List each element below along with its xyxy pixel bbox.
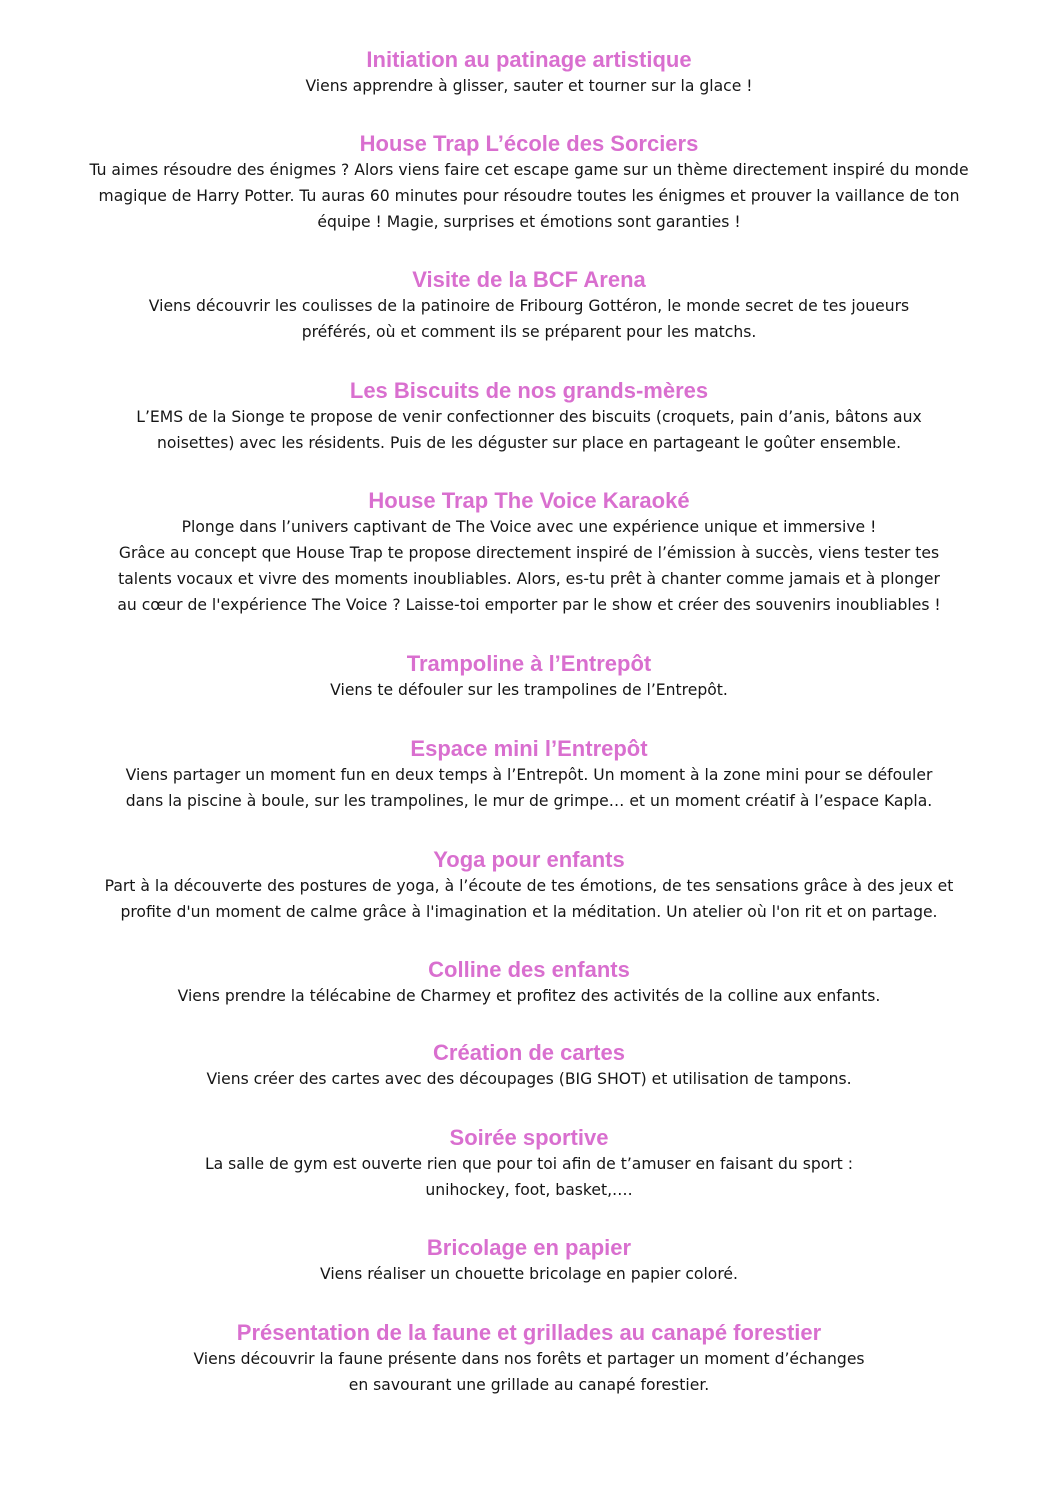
activity-title: Soirée sportive	[449, 1125, 609, 1150]
activity-block	[0, 378, 1058, 456]
activity-block	[0, 736, 1058, 814]
activity-description-line: Viens prendre la télécabine de Charmey et profitez des activités de la colline aux enfants.	[177, 987, 881, 1005]
activity-description-line: Tu aimes résoudre des énigmes ? Alors viens faire cet escape game sur un thème directement inspiré du monde	[89, 161, 969, 179]
activity-description-line: Viens apprendre à glisser, sauter et tourner sur la glace !	[305, 77, 753, 95]
activity-title: Espace mini l’Entrepôt	[410, 736, 648, 761]
activity-title: Visite de la BCF Arena	[412, 267, 646, 292]
activity-title: House Trap The Voice Karaoké	[368, 488, 690, 513]
activity-description-line: Grâce au concept que House Trap te propose directement inspiré de l’émission à succès, viens tester tes	[118, 544, 940, 562]
activity-description-line: au cœur de l'expérience The Voice ? Laisse-toi emporter par le show et créer des souvenirs inoubliables !	[117, 596, 941, 614]
activity-description-line: Viens découvrir la faune présente dans nos forêts et partager un moment d’échanges	[193, 1350, 865, 1368]
activity-description-line: Viens réaliser un chouette bricolage en papier coloré.	[320, 1265, 738, 1283]
activity-title: Les Biscuits de nos grands-mères	[349, 378, 709, 403]
activity-block	[0, 1235, 1058, 1287]
activity-description-line: Part à la découverte des postures de yoga, à l’écoute de tes émotions, de tes sensations grâce à des jeux et	[104, 877, 954, 895]
activity-block	[0, 1125, 1058, 1203]
activity-description-line: L’EMS de la Sionge te propose de venir confectionner des biscuits (croquets, pain d’anis, bâtons aux	[136, 408, 922, 426]
activity-description-line: Viens te défouler sur les trampolines de l’Entrepôt.	[330, 681, 728, 699]
activity-title: Colline des enfants	[428, 957, 630, 982]
activity-description-line: en savourant une grillade au canapé forestier.	[348, 1376, 710, 1394]
activity-description-line: noisettes) avec les résidents. Puis de les déguster sur place en partageant le goûter ensemble.	[156, 434, 902, 452]
activity-description-line: équipe ! Magie, surprises et émotions sont garanties !	[317, 213, 741, 231]
activity-description-line: Viens créer des cartes avec des découpages (BIG SHOT) et utilisation de tampons.	[206, 1070, 852, 1088]
activity-description-line: Plonge dans l’univers captivant de The Voice avec une expérience unique et immersive !	[181, 518, 877, 536]
activity-title: Création de cartes	[433, 1040, 625, 1065]
activity-title: Trampoline à l’Entrepôt	[406, 651, 652, 676]
activity-title: Présentation de la faune et grillades au canapé forestier	[236, 1320, 822, 1345]
activity-title: Yoga pour enfants	[433, 847, 625, 872]
activity-block	[0, 131, 1058, 235]
activity-title: Initiation au patinage artistique	[366, 47, 692, 72]
activity-block	[0, 267, 1058, 345]
activity-description-line: profite d'un moment de calme grâce à l'imagination et la méditation. Un atelier où l'on rit et on partage.	[120, 903, 938, 921]
activity-block	[0, 651, 1058, 703]
activity-description-line: Viens partager un moment fun en deux temps à l’Entrepôt. Un moment à la zone mini pour se défouler	[125, 766, 933, 784]
activity-description-line: unihockey, foot, basket,….	[425, 1181, 633, 1199]
activity-block	[0, 957, 1058, 1009]
activity-description-line: préférés, où et comment ils se préparent pour les matchs.	[301, 323, 757, 341]
activity-title: Bricolage en papier	[426, 1235, 632, 1260]
activity-description-line: talents vocaux et vivre des moments inoubliables. Alors, es-tu prêt à chanter comme jamais et à plonger	[118, 570, 940, 588]
activity-block	[0, 47, 1058, 99]
activity-description-line: Viens découvrir les coulisses de la patinoire de Fribourg Gottéron, le monde secret de tes joueurs	[148, 297, 910, 315]
activity-title: House Trap L’école des Sorciers	[359, 131, 699, 156]
activity-block	[0, 1320, 1058, 1398]
activity-description-line: magique de Harry Potter. Tu auras 60 minutes pour résoudre toutes les énigmes et prouver la vaillance de ton	[98, 187, 960, 205]
activity-block	[0, 1040, 1058, 1092]
activity-block	[0, 847, 1058, 925]
activity-description-line: dans la piscine à boule, sur les trampolines, le mur de grimpe… et un moment créatif à l’espace Kapla.	[125, 792, 933, 810]
activity-description-line: La salle de gym est ouverte rien que pour toi afin de t’amuser en faisant du sport :	[204, 1155, 853, 1173]
activity-block	[0, 488, 1058, 618]
